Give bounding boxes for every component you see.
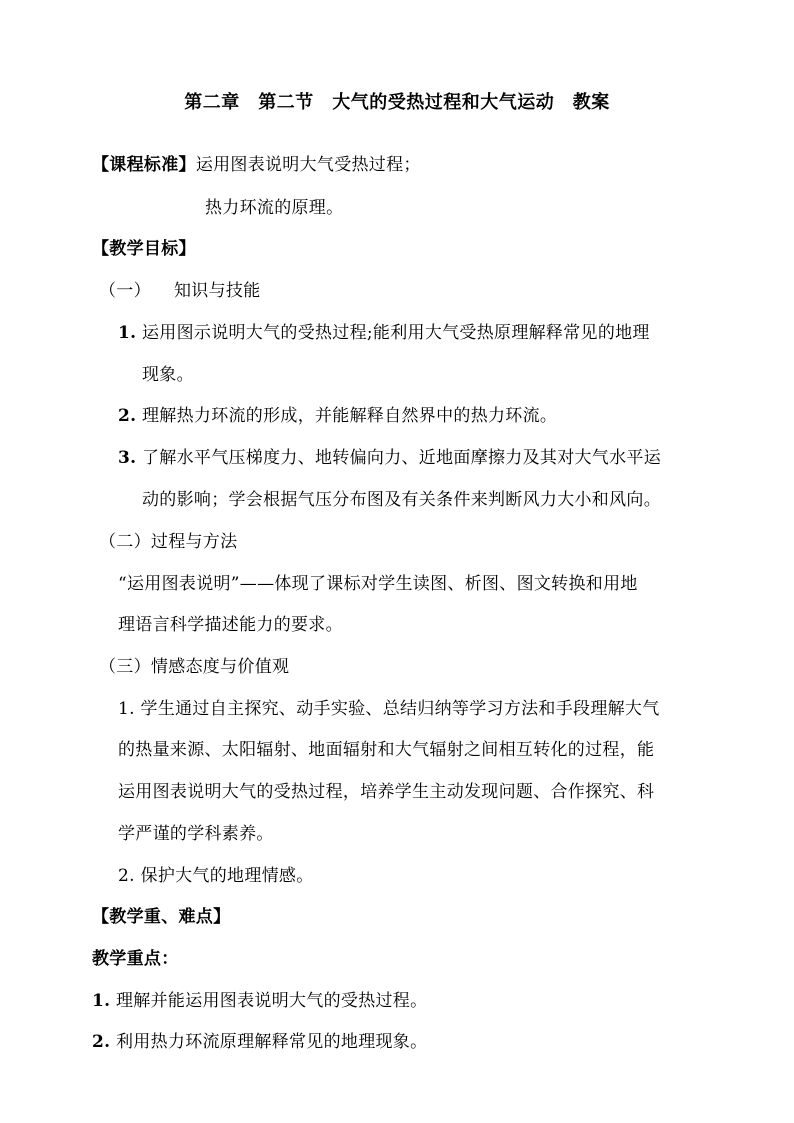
part3-item1-line3: 运用图表说明大气的受热过程，培养学生主动发现问题、合作探究、科 [118,782,655,802]
key-points-subheading: 教学重点： [92,949,179,969]
part2-heading: （二）过程与方法 [99,532,238,552]
item-number: 1. [92,991,111,1011]
page-title: 第二章 第二节 大气的受热过程和大气运动 教案 [184,92,610,113]
curriculum-label: 【课程标准】 [92,155,196,175]
objectives-heading: 【教学目标】 [92,239,196,259]
part1-heading [99,280,151,302]
item-number: 3. [118,448,137,468]
curriculum-line-2: 热力环流的原理。 [205,198,344,218]
item-text: 运用图示说明大气的受热过程;能利用大气受热原理解释常见的地理 [142,323,650,343]
part3-item1-line4: 学严谨的学科素养。 [118,824,274,844]
curriculum-row [92,154,421,176]
item-text-continued: 动的影响；学会根据气压分布图及有关条件来判断风力大小和风向。 [142,490,661,510]
item-text: 理解并能运用图表说明大气的受热过程。 [116,991,428,1011]
list-item [118,447,661,469]
item-number: 2. [92,1032,111,1052]
item-number: 1. [118,323,137,343]
curriculum-line-1: 运用图表说明大气受热过程； [195,155,421,175]
list-item [92,990,427,1012]
item-text-continued: 现象。 [142,365,194,385]
key-points-heading: 【教学重、难点】 [92,907,231,927]
list-item [92,1031,427,1053]
part2-line-2: 理语言科学描述能力的要求。 [118,615,343,635]
list-item [118,322,650,344]
part3-item2: 2. 保护大气的地理情感。 [118,866,314,886]
part3-heading: （三）情感态度与价值观 [99,657,290,677]
item-text: 了解水平气压梯度力、地转偏向力、近地面摩擦力及其对大气水平运 [142,448,661,468]
item-number: 2. [118,406,137,426]
list-item [118,405,557,427]
part3-item1-line1: 1. 学生通过自主探究、动手实验、总结归纳等学习方法和手段理解大气 [118,699,660,719]
part1-label: （一） [99,281,151,301]
item-text: 利用热力环流原理解释常见的地理现象。 [116,1032,428,1052]
part2-line-1: “运用图表说明”——体现了课标对学生读图、析图、图文转换和用地 [118,574,638,594]
part3-item1-line2: 的热量来源、太阳辐射、地面辐射和大气辐射之间相互转化的过程，能 [118,740,655,760]
part1-title: 知识与技能 [174,281,261,301]
item-text: 理解热力环流的形成，并能解释自然界中的热力环流。 [142,406,558,426]
